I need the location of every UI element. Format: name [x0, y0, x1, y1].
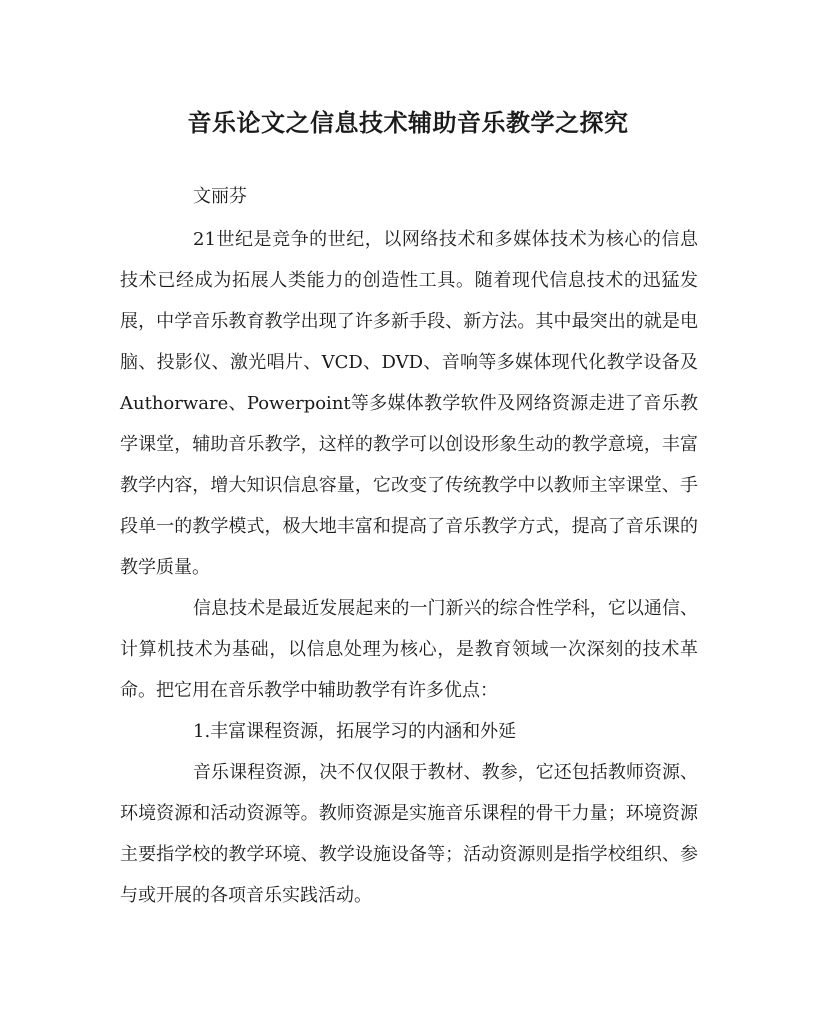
paragraph-course-resources: 音乐课程资源，决不仅仅限于教材、教参，它还包括教师资源、环境资源和活动资源等。教师资源是实施音乐课程的骨干力量；环境资源主要指学校的教学环境、教学设施设备等；活动资源则是指学校组织、参与或开展的各项音乐实践活动。	[120, 762, 698, 906]
paragraph-it-definition: 信息技术是最近发展起来的一门新兴的综合性学科，它以通信、计算机技术为基础，以信息处理为核心，是教育领域一次深刻的技术革命。把它用在音乐教学中辅助教学有许多优点：	[120, 598, 698, 701]
document-title: 音乐论文之信息技术辅助音乐教学之探究	[187, 108, 629, 137]
paragraph-intro: 21世纪是竞争的世纪，以网络技术和多媒体技术为核心的信息技术已经成为拓展人类能力的创造性工具。随着现代信息技术的迅猛发展，中学音乐教育教学出现了许多新手段、新方法。其中最突出的就是电脑、投影仪、激光唱片、VCD、DVD、音响等多媒体现代化教学设备及Authorware、Powerpoint等多媒体教学软件及网络资源走进了音乐教学课堂，辅助音乐教学，这样的教学可以创设形象生动的教学意境，丰富教学内容，增大知识信息容量，它改变了传统教学中以教师主宰课堂、手段单一的教学模式，极大地丰富和提高了音乐教学方式，提高了音乐课的教学质量。	[120, 229, 698, 578]
author-name: 文丽芬	[193, 186, 247, 207]
section-heading-1: 1.丰富课程资源，拓展学习的内涵和外延	[193, 721, 517, 742]
